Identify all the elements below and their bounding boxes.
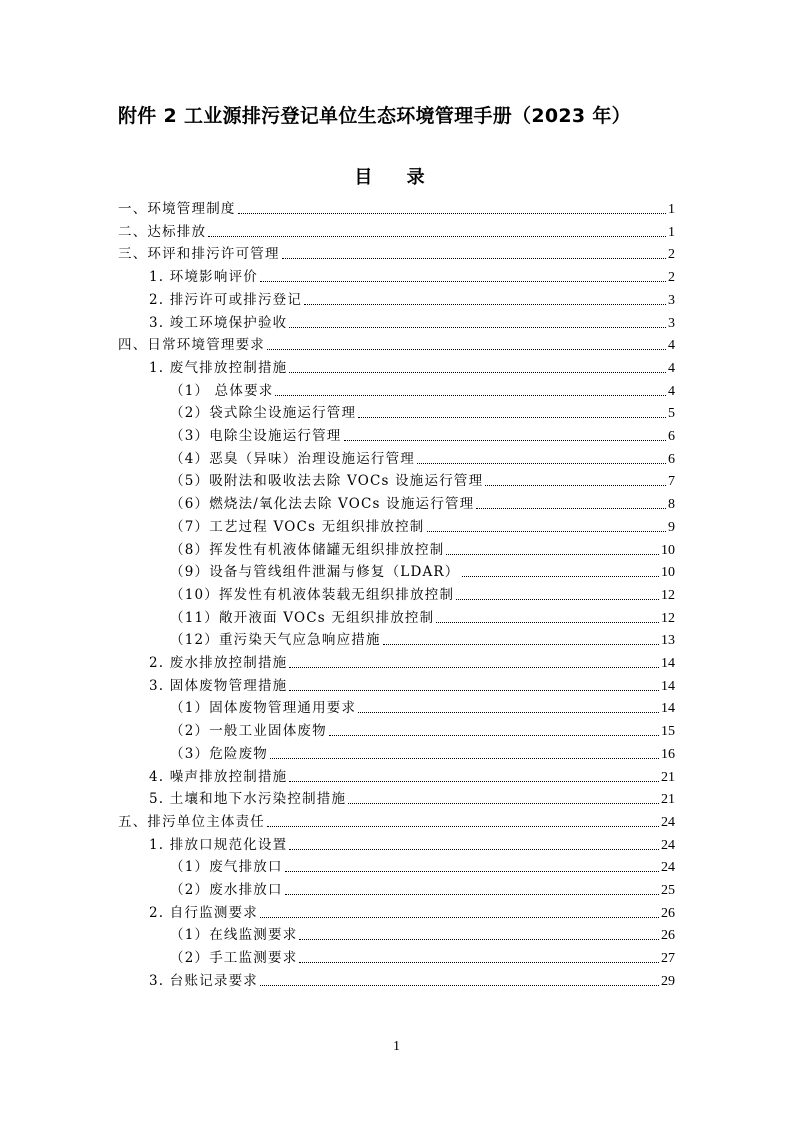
toc-entry[interactable] — [170, 881, 675, 903]
toc-entry[interactable] — [118, 245, 675, 267]
page-number: 1 — [393, 1039, 400, 1054]
toc-entry-label: 2. 排污许可或排污登记 — [149, 292, 303, 308]
toc-entry[interactable] — [170, 382, 675, 404]
toc-entry-label: 五、排污单位主体责任 — [118, 814, 265, 830]
toc-entry-page: 21 — [661, 770, 675, 785]
toc-leader-dots — [267, 813, 659, 827]
toc-entry-page: 6 — [668, 429, 675, 444]
toc-entry-page: 21 — [661, 792, 675, 807]
toc-entry-label: （2）袋式除尘设施运行管理 — [170, 405, 357, 421]
toc-leader-dots — [289, 359, 666, 373]
toc-entry-page: 26 — [661, 906, 675, 921]
toc-entry-page: 15 — [661, 724, 675, 739]
toc-entry-page: 7 — [668, 474, 675, 489]
toc-leader-dots — [358, 699, 659, 713]
toc-entry[interactable] — [170, 563, 675, 585]
toc-entry-label: （12）重污染天气应急响应措施 — [170, 632, 381, 648]
toc-entry[interactable] — [170, 586, 675, 608]
document-title: 附件 2 工业源排污登记单位生态环境管理手册（2023 年） — [118, 105, 631, 127]
toc-entry-label: （2）废水排放口 — [170, 882, 283, 898]
toc-entry[interactable] — [170, 949, 675, 971]
toc-entry-page: 9 — [668, 520, 675, 535]
toc-entry[interactable] — [118, 813, 675, 835]
toc-entry[interactable] — [170, 427, 675, 449]
toc-entry-page: 14 — [661, 701, 675, 716]
toc-entry[interactable] — [170, 404, 675, 426]
toc-leader-dots — [456, 586, 659, 600]
toc-entry-label: 2. 废水排放控制措施 — [149, 655, 288, 671]
toc-entry-label: （8）挥发性有机液体储罐无组织排放控制 — [170, 542, 445, 558]
toc-leader-dots — [304, 291, 666, 305]
toc-leader-dots — [417, 450, 666, 464]
toc-entry[interactable] — [170, 745, 675, 767]
toc-entry-label: 5. 土壤和地下水污染控制措施 — [149, 791, 347, 807]
toc-entry-page: 25 — [661, 883, 675, 898]
toc-entry-page: 27 — [661, 951, 675, 966]
toc-entry-label: （10）挥发性有机液体装载无组织排放控制 — [170, 587, 455, 603]
toc-entry-page: 16 — [661, 747, 675, 762]
toc-entry-label: （2）手工监测要求 — [170, 950, 298, 966]
toc-entry-label: 3. 固体废物管理措施 — [149, 678, 288, 694]
toc-entry-page: 10 — [661, 565, 675, 580]
toc-leader-dots — [462, 563, 660, 577]
toc-entry[interactable] — [149, 904, 675, 926]
toc-entry-label: 2. 自行监测要求 — [149, 905, 258, 921]
toc-leader-dots — [436, 609, 659, 623]
toc-entry[interactable] — [149, 314, 675, 336]
toc-entry[interactable] — [149, 677, 675, 699]
toc-entry-page: 5 — [668, 406, 675, 421]
toc-entry[interactable] — [149, 790, 675, 812]
toc-entry-label: （1）在线监测要求 — [170, 927, 298, 943]
toc-leader-dots — [260, 972, 659, 986]
toc-leader-dots — [282, 245, 666, 259]
toc-entry-page: 10 — [661, 543, 675, 558]
toc-entry-label: 1. 废气排放控制措施 — [149, 360, 288, 376]
toc-entry-label: 1. 排放口规范化设置 — [149, 837, 288, 853]
toc-entry[interactable] — [170, 541, 675, 563]
toc-entry[interactable] — [149, 654, 675, 676]
toc-leader-dots — [260, 904, 659, 918]
toc-entry[interactable] — [170, 699, 675, 721]
toc-entry[interactable] — [170, 722, 675, 744]
toc-entry-page: 29 — [661, 974, 675, 989]
toc-leader-dots — [267, 336, 666, 350]
toc-entry-label: （1） 总体要求 — [170, 383, 274, 399]
toc-leader-dots — [299, 949, 659, 963]
toc-entry[interactable] — [170, 472, 675, 494]
toc-entry-label: （1）废气排放口 — [170, 859, 283, 875]
toc-leader-dots — [485, 472, 666, 486]
toc-entry[interactable] — [118, 200, 675, 222]
toc-entry[interactable] — [170, 926, 675, 948]
toc-entry[interactable] — [170, 609, 675, 631]
toc-leader-dots — [446, 541, 659, 555]
toc-leader-dots — [275, 382, 666, 396]
toc-entry[interactable] — [149, 768, 675, 790]
toc-leader-dots — [329, 722, 659, 736]
toc-entry-page: 3 — [668, 316, 675, 331]
toc-entry-page: 13 — [661, 633, 675, 648]
toc-entry-label: （1）固体废物管理通用要求 — [170, 700, 357, 716]
toc-entry-label: （3）危险废物 — [170, 746, 268, 762]
toc-entry[interactable] — [149, 291, 675, 313]
toc-entry[interactable] — [118, 336, 675, 358]
toc-entry[interactable] — [170, 495, 675, 517]
toc-entry-page: 26 — [661, 928, 675, 943]
toc-entry-page: 4 — [668, 338, 675, 353]
toc-entry-label: （3）电除尘设施运行管理 — [170, 428, 342, 444]
toc-entry-page: 24 — [661, 815, 675, 830]
toc-entry[interactable] — [170, 450, 675, 472]
toc-leader-dots — [299, 926, 659, 940]
toc-leader-dots — [289, 314, 666, 328]
toc-entry-label: （4）恶臭（异味）治理设施运行管理 — [170, 451, 415, 467]
toc-leader-dots — [348, 790, 659, 804]
toc-entry-label: （2）一般工业固体废物 — [170, 723, 327, 739]
toc-entry-label: 一、环境管理制度 — [118, 201, 236, 217]
toc-leader-dots — [289, 654, 659, 668]
toc-entry[interactable] — [118, 223, 675, 245]
toc-entry-label: （11）敞开液面 VOCs 无组织排放控制 — [170, 610, 435, 626]
toc-leader-dots — [383, 631, 659, 645]
toc-entry-label: 4. 噪声排放控制措施 — [149, 769, 288, 785]
toc-leader-dots — [344, 427, 667, 441]
toc-entry-page: 8 — [668, 497, 675, 512]
toc-entry[interactable] — [149, 359, 675, 381]
toc-entry-label: 1. 环境影响评价 — [149, 269, 258, 285]
toc-leader-dots — [476, 495, 666, 509]
toc-leader-dots — [208, 223, 666, 237]
toc-entry[interactable] — [149, 268, 675, 290]
toc-leader-dots — [427, 518, 666, 532]
toc-entry-label: （6）燃烧法/氧化法去除 VOCs 设施运行管理 — [170, 496, 475, 512]
toc-entry-page: 1 — [668, 202, 675, 217]
toc-entry-page: 6 — [668, 452, 675, 467]
toc-entry-page: 4 — [668, 384, 675, 399]
toc-entry-label: 二、达标排放 — [118, 224, 207, 240]
toc-leader-dots — [285, 881, 659, 895]
toc-leader-dots — [238, 200, 666, 214]
toc-entry-label: 3. 竣工环境保护验收 — [149, 315, 288, 331]
toc-entry-page: 14 — [661, 656, 675, 671]
toc-leader-dots — [260, 268, 666, 282]
toc-entry-label: 四、日常环境管理要求 — [118, 337, 265, 353]
toc-entry[interactable] — [149, 972, 675, 994]
toc-entry-label: （9）设备与管线组件泄漏与修复（LDAR） — [170, 564, 460, 580]
toc-entry-page: 24 — [661, 838, 675, 853]
toc-entry[interactable] — [170, 631, 675, 653]
toc-entry-page: 12 — [661, 588, 675, 603]
toc-entry-page: 3 — [668, 293, 675, 308]
toc-entry-page: 4 — [668, 361, 675, 376]
toc-entry[interactable] — [149, 836, 675, 858]
toc-entry[interactable] — [170, 518, 675, 540]
toc-entry-label: 3. 台账记录要求 — [149, 973, 258, 989]
toc-entry-page: 12 — [661, 611, 675, 626]
toc-entry-page: 2 — [668, 270, 675, 285]
toc-leader-dots — [289, 768, 659, 782]
toc-leader-dots — [289, 836, 659, 850]
toc-entry-label: 三、环评和排污许可管理 — [118, 246, 280, 262]
toc-leader-dots — [358, 404, 666, 418]
toc-entry-label: （7）工艺过程 VOCs 无组织排放控制 — [170, 519, 425, 535]
toc-entry-page: 2 — [668, 247, 675, 262]
toc-heading: 目 录 — [354, 167, 439, 188]
toc-entry-page: 24 — [661, 860, 675, 875]
toc-leader-dots — [270, 745, 659, 759]
toc-leader-dots — [285, 858, 659, 872]
toc-entry-page: 1 — [668, 225, 675, 240]
toc-leader-dots — [289, 677, 659, 691]
toc-entry[interactable] — [170, 858, 675, 880]
toc-entry-label: （5）吸附法和吸收法去除 VOCs 设施运行管理 — [170, 473, 484, 489]
toc-entry-page: 14 — [661, 679, 675, 694]
